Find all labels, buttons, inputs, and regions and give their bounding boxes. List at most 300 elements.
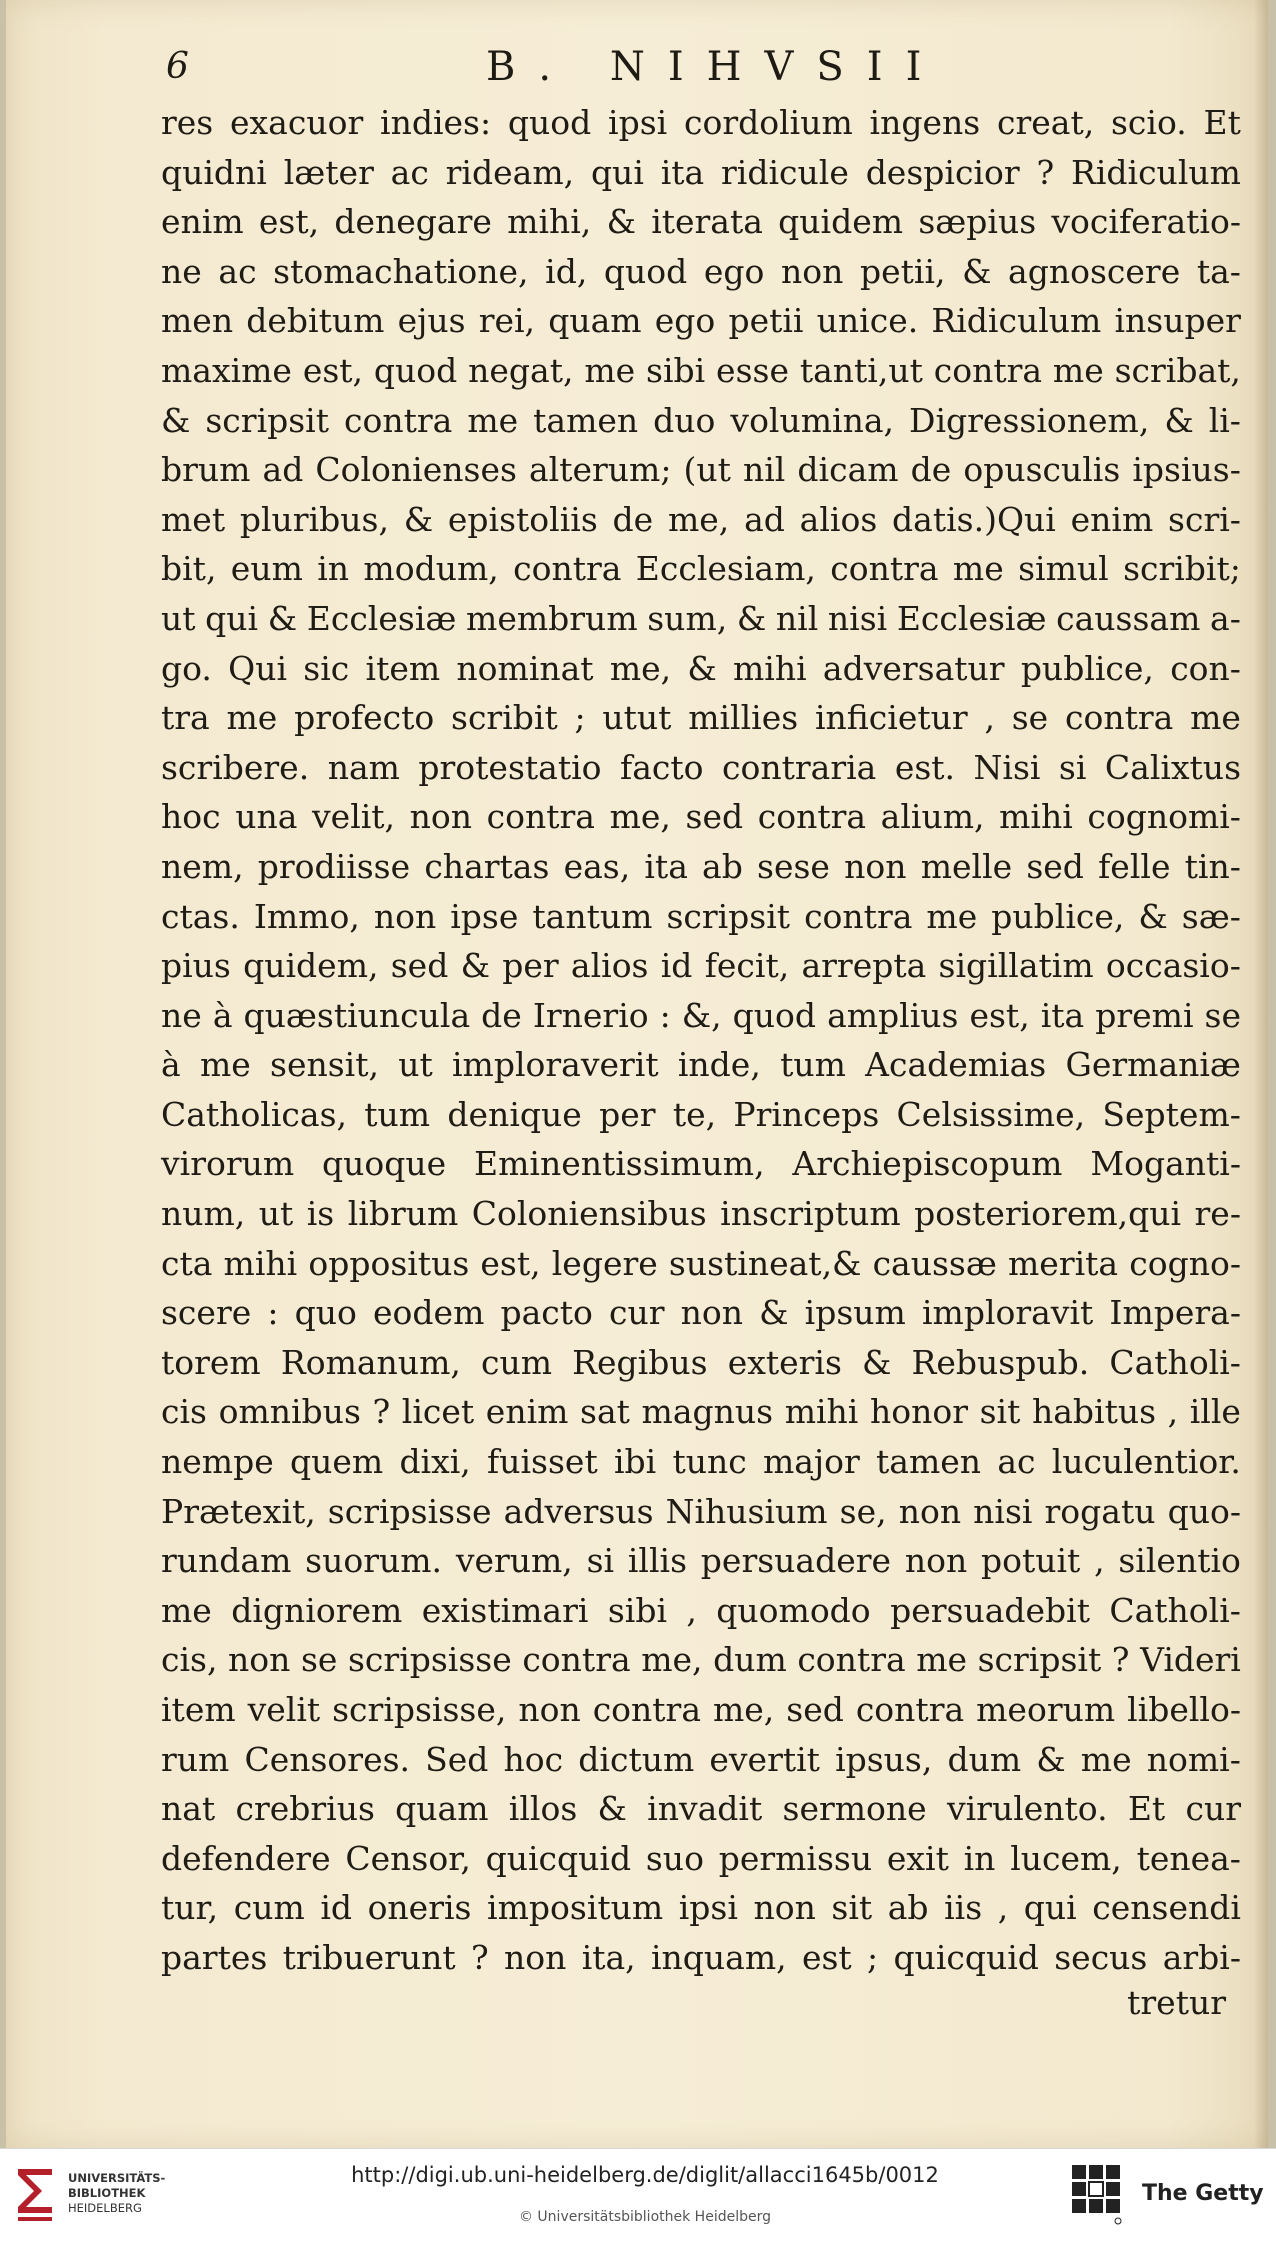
ub-heidelberg-logo-icon	[12, 2165, 58, 2223]
word: item	[161, 1690, 236, 1729]
word: &	[606, 202, 636, 242]
copyright-notice: © Universitätsbibliothek Heidelberg	[518, 2209, 771, 2225]
word: digniorem	[231, 1590, 403, 1630]
word: insuper	[1114, 301, 1241, 341]
word: quod	[373, 350, 458, 390]
word: Princeps	[733, 1094, 880, 1134]
word: &	[736, 598, 767, 638]
word: sæpius	[918, 202, 1037, 242]
word: Septem-	[1102, 1094, 1241, 1134]
word: contra	[522, 1640, 631, 1680]
text-line	[161, 693, 1241, 743]
word: læter	[283, 152, 374, 192]
word: cis,	[161, 1640, 218, 1680]
word: inde,	[677, 1045, 761, 1085]
word: sibi	[646, 350, 706, 390]
word: tin-	[1184, 846, 1241, 886]
word: habitus	[1031, 1392, 1157, 1432]
word: ne	[161, 995, 202, 1035]
word: ita,	[581, 1937, 636, 1977]
word: verum,	[455, 1541, 573, 1581]
word: legere	[551, 1243, 658, 1283]
word: permissu	[718, 1838, 873, 1878]
word: ;	[574, 698, 586, 738]
text-line	[161, 346, 1241, 396]
word: sibi	[607, 1590, 667, 1630]
word: me	[161, 1590, 212, 1630]
word: libello-	[1127, 1690, 1241, 1729]
word: Germaniæ	[1065, 1045, 1241, 1085]
word: non	[753, 1888, 816, 1928]
word: mihi	[784, 1392, 859, 1432]
word: felle	[1098, 846, 1171, 886]
word: eas,	[563, 846, 631, 886]
word: res	[161, 103, 214, 142]
word: pacto	[500, 1293, 593, 1333]
word: ,	[686, 1590, 697, 1630]
word: datis.)Qui	[892, 499, 1056, 539]
word: petii	[728, 301, 804, 341]
word: pius	[161, 946, 231, 986]
word: quam	[395, 1789, 489, 1829]
word: Qui	[228, 648, 288, 688]
page-number: 6	[166, 46, 189, 87]
text-line	[161, 1040, 1241, 1090]
word: tum	[364, 1094, 431, 1134]
word: non	[844, 846, 907, 886]
word: ac	[218, 251, 257, 291]
word: enim	[161, 202, 244, 242]
word: &	[1036, 1739, 1066, 1779]
word: ;	[867, 1937, 879, 1977]
text-line	[161, 1288, 1241, 1338]
word: cum	[481, 1342, 553, 1382]
word: me	[1080, 1739, 1132, 1779]
word: Impera-	[1109, 1293, 1241, 1333]
word: nam	[327, 747, 400, 787]
word: id	[320, 1888, 352, 1928]
word: Censor,	[345, 1838, 471, 1878]
text-line	[161, 1338, 1241, 1388]
word: dictum	[578, 1739, 695, 1779]
word: sed	[390, 946, 449, 986]
word: ad	[744, 499, 785, 539]
word: enim	[485, 1392, 569, 1432]
word: me	[199, 1045, 251, 1085]
word: sed	[786, 1690, 844, 1729]
word: oneris	[367, 1888, 472, 1928]
word: ta-	[1196, 251, 1241, 291]
word: sæ-	[1181, 896, 1241, 936]
word: ut	[161, 598, 196, 638]
word: imploraverit	[452, 1045, 659, 1085]
word: sic	[303, 648, 350, 688]
word: à	[161, 1045, 181, 1085]
word: Nisi	[973, 747, 1041, 787]
word: men	[161, 301, 234, 341]
word: me,	[641, 1640, 703, 1680]
word: est	[801, 1937, 852, 1977]
word: alios	[799, 499, 878, 539]
word: esse	[716, 350, 789, 390]
word: me,	[712, 1690, 775, 1729]
word: exteris	[727, 1342, 842, 1382]
word: caussæ	[872, 1243, 997, 1283]
word: is	[306, 1194, 335, 1234]
word: vociferatio-	[1051, 202, 1241, 242]
word: &	[267, 598, 298, 638]
word: ad	[262, 450, 304, 490]
word: scribat,	[1114, 350, 1241, 390]
word: exit	[886, 1838, 949, 1878]
word: :	[659, 995, 671, 1035]
word: hoc	[503, 1739, 564, 1779]
text-line	[161, 1536, 1241, 1586]
word: ut	[398, 1045, 433, 1085]
word: sigillatim	[938, 946, 1094, 986]
word: qui	[1023, 1888, 1077, 1928]
word: cordolium	[683, 103, 853, 142]
word: ,	[1094, 1541, 1105, 1581]
word: epistoliis	[447, 499, 598, 539]
word: (ut	[683, 450, 731, 490]
word: Sed	[425, 1739, 489, 1779]
text-line	[161, 1437, 1241, 1487]
viewer-footer	[0, 2148, 1276, 2244]
partner-logo[interactable]	[1070, 2163, 1270, 2229]
word: ,	[997, 1888, 1009, 1928]
word: iterata	[651, 202, 763, 242]
word: per	[599, 1094, 656, 1134]
word: alterum;	[528, 450, 672, 490]
word: de	[481, 995, 522, 1035]
word: persuadere	[700, 1541, 892, 1581]
word: est,	[969, 995, 1030, 1035]
word: ,	[1167, 1392, 1179, 1432]
word: &	[460, 946, 490, 986]
text-line	[161, 1933, 1241, 1983]
text-line	[161, 1784, 1241, 1834]
text-line	[161, 594, 1241, 644]
word: quicquid	[893, 1937, 1039, 1977]
library-name-line3: HEIDELBERG	[68, 2201, 142, 2215]
word: tenea-	[1136, 1838, 1241, 1878]
text-line	[161, 1487, 1241, 1537]
word: virulento.	[946, 1789, 1108, 1829]
word: non	[904, 1541, 968, 1581]
word: contra	[592, 1690, 702, 1729]
word: est,	[302, 350, 364, 390]
word: publice,	[991, 896, 1125, 936]
word: quomodo	[716, 1590, 871, 1630]
word: quem	[289, 1442, 384, 1482]
word: contra	[933, 350, 1043, 390]
word: cum	[233, 1888, 305, 1928]
word: qui	[205, 598, 259, 638]
word: alios	[570, 946, 649, 986]
word: me	[1052, 350, 1104, 390]
word: contra	[830, 549, 939, 589]
word: scripsisse	[327, 1491, 492, 1531]
word: me	[584, 350, 636, 390]
word: quicquid	[485, 1838, 632, 1878]
word: id	[660, 946, 693, 986]
word: &	[1164, 400, 1194, 440]
word: adversus	[503, 1491, 654, 1531]
word: cur	[1185, 1789, 1241, 1829]
text-line	[161, 892, 1241, 942]
word: quam	[548, 301, 642, 341]
word: arrepta	[801, 946, 927, 986]
word: Regibus	[572, 1342, 708, 1382]
text-line	[161, 1735, 1241, 1785]
word: indies:	[380, 103, 492, 142]
word: Celsissime,	[896, 1094, 1086, 1134]
word: &	[597, 1789, 627, 1829]
word: censendi	[1092, 1888, 1241, 1928]
word: despicior	[865, 152, 1020, 192]
word: tribuerunt	[282, 1937, 456, 1977]
word: una	[235, 797, 298, 837]
word: me,	[609, 797, 671, 837]
word: Prætexit,	[161, 1491, 316, 1531]
word: me	[1190, 698, 1241, 738]
word: Ridiculum	[931, 301, 1102, 341]
partner-name: The Getty	[1142, 2181, 1264, 2206]
word: scri-	[1168, 499, 1241, 539]
word: profecto	[294, 698, 435, 738]
word: :	[267, 1293, 279, 1333]
word: ipsi	[678, 1888, 738, 1928]
text-line	[161, 644, 1241, 694]
word: creat,	[996, 103, 1095, 142]
word: me,	[667, 499, 730, 539]
word: contra	[757, 797, 867, 837]
word: Ridiculum	[1071, 152, 1241, 192]
word: facto	[620, 747, 704, 787]
word: est,	[480, 1243, 541, 1283]
word: mihi,	[507, 202, 592, 242]
word: ac	[997, 1442, 1036, 1482]
word: membrum	[466, 598, 638, 638]
word: cur	[609, 1293, 665, 1333]
word: nil	[775, 598, 819, 638]
word: opusculis	[963, 450, 1121, 490]
word: adversatur	[822, 648, 1005, 688]
word: sed	[685, 797, 744, 837]
word: ipsi	[608, 103, 668, 142]
word: dum	[713, 1640, 787, 1680]
word: publice,	[1020, 648, 1154, 688]
word: ,	[984, 698, 995, 738]
word: contra	[797, 1640, 906, 1680]
word: contra	[804, 896, 913, 936]
text-line	[161, 743, 1241, 793]
word: petii,	[859, 251, 946, 291]
word: scripsit	[205, 400, 329, 440]
word: quæstiuncula	[243, 995, 471, 1035]
word: se	[1011, 698, 1049, 738]
word: suo	[645, 1838, 704, 1878]
word: id,	[545, 251, 588, 291]
word: quoque	[322, 1144, 447, 1184]
text-line	[161, 1834, 1241, 1884]
word: existimari	[421, 1590, 589, 1630]
word: Digressionem,	[909, 400, 1150, 440]
word: scio.	[1110, 103, 1187, 142]
word: scribit;	[1123, 549, 1241, 589]
word: inquam,	[650, 1937, 787, 1977]
text-line	[161, 197, 1241, 247]
word: ita	[644, 846, 688, 886]
word: Ecclesiæ	[306, 598, 457, 638]
word: ab	[702, 846, 743, 886]
word: ita	[1040, 995, 1085, 1035]
word: est.	[894, 747, 956, 787]
word: virorum	[161, 1144, 295, 1184]
word: scribit	[451, 698, 558, 738]
word: secus	[1054, 1937, 1148, 1977]
word: Irnerio	[532, 995, 649, 1035]
word: eum	[230, 549, 303, 589]
word: mihi	[223, 1243, 298, 1283]
word: fecit,	[704, 946, 790, 986]
word: me	[952, 549, 1004, 589]
word: se,	[839, 1491, 887, 1531]
word: meorum	[976, 1690, 1116, 1729]
word: Romanum,	[280, 1342, 461, 1382]
word: rei,	[478, 301, 536, 341]
word: tur,	[161, 1888, 219, 1928]
text-line	[161, 396, 1241, 446]
word: non	[781, 251, 844, 291]
library-logo[interactable]	[12, 2163, 172, 2227]
word: evertit	[709, 1739, 820, 1779]
word: agnoscere	[1008, 251, 1181, 291]
word: quod	[507, 103, 592, 142]
running-head: B. NIHVSII	[486, 44, 945, 90]
text-line	[161, 445, 1241, 495]
word: suorum.	[305, 1541, 443, 1581]
word: merita	[1008, 1243, 1119, 1283]
text-line	[161, 991, 1241, 1041]
word: mihi	[733, 648, 807, 688]
word: amplius	[827, 995, 959, 1035]
word: nisi	[973, 1491, 1033, 1531]
text-line	[161, 1685, 1241, 1735]
word: sensit,	[270, 1045, 379, 1085]
word: ac	[390, 152, 429, 192]
word: re-	[1194, 1194, 1241, 1234]
word: Immo,	[253, 896, 360, 936]
word: ut	[258, 1194, 294, 1234]
word: quo-	[1167, 1491, 1241, 1531]
word: Videri	[1140, 1640, 1241, 1680]
word: ?	[372, 1392, 391, 1432]
word: denegare	[334, 202, 492, 242]
word: Ecclesiæ	[896, 598, 1047, 638]
word: &	[962, 251, 992, 291]
word: omnibus	[218, 1392, 361, 1432]
word: tantum	[532, 896, 653, 936]
word: tra	[161, 698, 210, 738]
word: caussam	[1056, 598, 1201, 638]
word: illos	[508, 1789, 578, 1829]
page-edge-shadow	[1254, 0, 1268, 2148]
word: sat	[580, 1392, 630, 1432]
word: illis	[627, 1541, 688, 1581]
word: cogno-	[1129, 1243, 1241, 1283]
word: sermone	[782, 1789, 927, 1829]
word: contra	[344, 400, 453, 440]
text-line	[161, 247, 1241, 297]
word: me	[467, 400, 519, 440]
word: maxime	[161, 350, 292, 390]
word: duo	[653, 400, 716, 440]
text-line	[161, 1586, 1241, 1636]
word: te,	[672, 1094, 717, 1134]
text-line	[161, 1387, 1241, 1437]
word: ejus	[397, 301, 466, 341]
word: quidni	[161, 152, 267, 192]
word: non	[898, 1491, 962, 1531]
word: num,	[161, 1194, 246, 1234]
word: nomi-	[1146, 1739, 1241, 1779]
text-line	[161, 296, 1241, 346]
word: in	[317, 549, 350, 589]
text-line	[161, 495, 1241, 545]
word: sed	[1026, 846, 1084, 886]
word: Moganti-	[1090, 1144, 1241, 1184]
word: sit	[831, 1888, 873, 1928]
word: iis	[944, 1888, 983, 1928]
word: contraria	[722, 747, 877, 787]
word: scripsit	[666, 896, 791, 936]
word: de	[612, 499, 654, 539]
word: non	[373, 896, 437, 936]
word: quod	[603, 251, 688, 291]
permalink-url[interactable]: http://digi.ub.uni-heidelberg.de/diglit/allacci1645b/0012	[351, 2163, 939, 2187]
word: contra	[486, 797, 595, 837]
word: Rebuspub.	[911, 1342, 1090, 1382]
word: persuadebit	[890, 1590, 1090, 1630]
word: non	[518, 1690, 581, 1729]
text-line	[161, 1883, 1241, 1933]
word: &	[862, 1342, 892, 1382]
word: mihi	[999, 797, 1073, 837]
word: simul	[1018, 549, 1109, 589]
library-name	[68, 2171, 165, 2216]
word: non	[504, 1937, 567, 1977]
word: Nihusium	[665, 1491, 828, 1531]
word: quo	[294, 1293, 357, 1333]
word: ipse	[450, 896, 519, 936]
text-line	[161, 792, 1241, 842]
word: contra	[513, 549, 622, 589]
word: protestatio	[418, 747, 602, 787]
word: sit	[979, 1392, 1021, 1432]
word: prodiisse	[257, 846, 411, 886]
book-page	[6, 0, 1268, 2148]
word: quidem	[778, 202, 904, 242]
word: Catholicas,	[161, 1094, 347, 1134]
text-line	[161, 98, 1241, 148]
text-line	[161, 148, 1241, 198]
body-text	[161, 98, 1241, 1983]
word: invadit	[647, 1789, 763, 1829]
word: ne	[161, 251, 202, 291]
word: non	[409, 797, 473, 837]
